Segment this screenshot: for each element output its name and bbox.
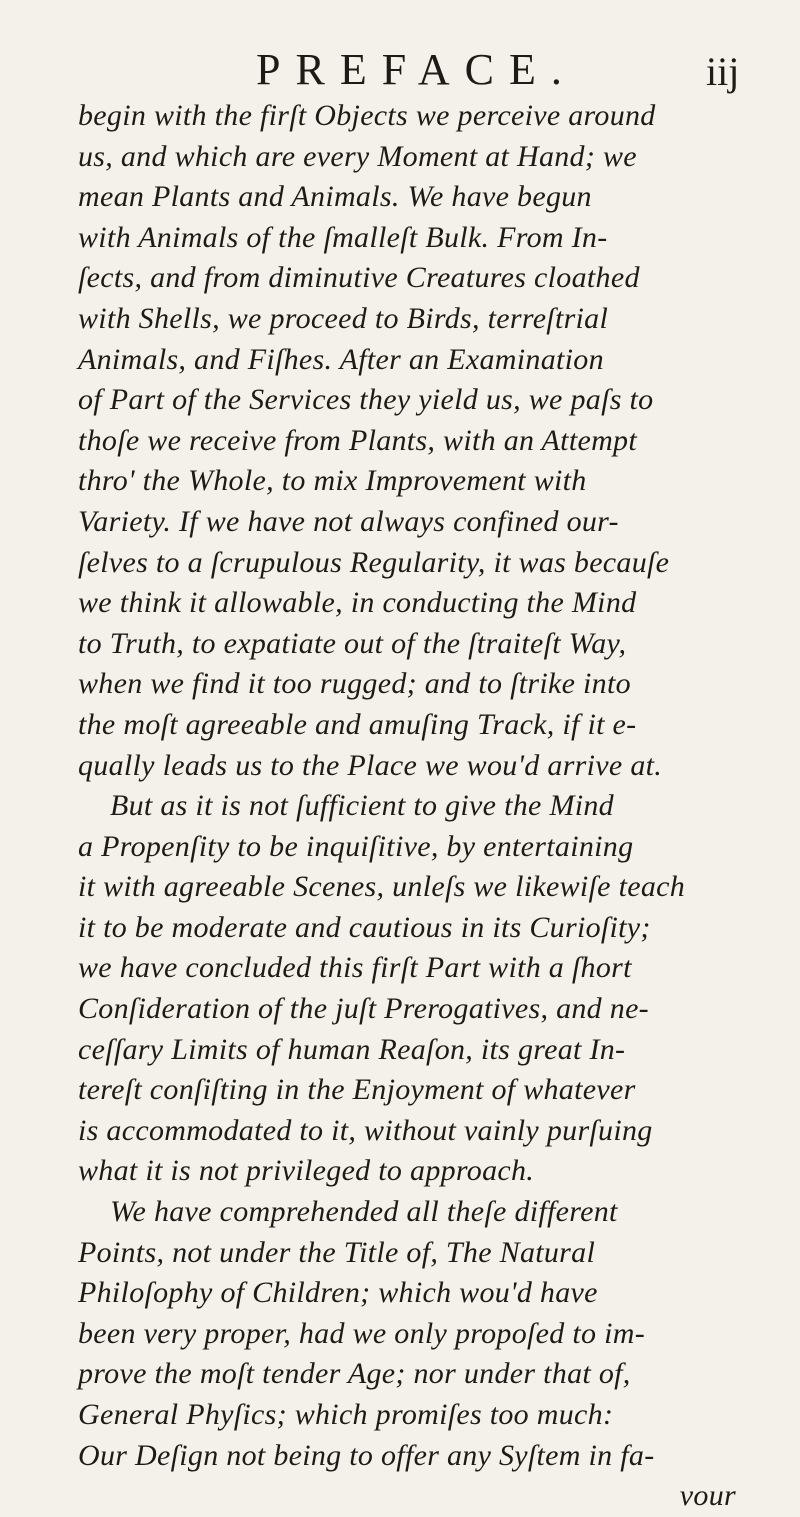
text-line: been very proper, had we only propoſed to im-	[78, 1316, 645, 1350]
page-title: PREFACE.	[256, 45, 577, 94]
catchword: vour	[679, 1479, 736, 1513]
text-line: General Phyſics; which promiſes too much:	[78, 1398, 614, 1431]
running-header	[0, 44, 800, 94]
text-line: begin with the firſt Objects we perceive around	[78, 99, 656, 132]
text-line: tereſt conſiſting in the Enjoyment of whatever	[78, 1073, 636, 1107]
text-line: mean Plants and Animals. We have begun	[78, 180, 592, 214]
text-line: Our Deſign not being to offer any Syſtem in fa-	[78, 1438, 655, 1472]
text-line: Variety. If we have not always confined our-	[78, 504, 619, 538]
text-line: Animals, and Fiſhes. After an Examination	[78, 342, 604, 376]
text-line: when we find it too rugged; and to ſtrike into	[78, 667, 631, 701]
text-line: with Shells, we proceed to Birds, terreſtrial	[78, 301, 609, 335]
text-line: is accommodated to it, without vainly purſuing	[78, 1113, 653, 1147]
text-line: us, and which are every Moment at Hand; we	[78, 139, 637, 173]
text-line: thoſe we receive from Plants, with an Attempt	[78, 423, 637, 457]
text-line: Philoſophy of Children; which wou'd have	[78, 1276, 598, 1310]
text-line: of Part of the Services they yield us, we paſs to	[78, 383, 654, 417]
text-line: we think it allowable, in conducting the Mind	[78, 586, 637, 620]
body-text	[78, 96, 778, 1517]
paragraph-start-line: But as it is not ſufficient to give the Mind	[110, 789, 614, 823]
text-line: it with agreeable Scenes, unleſs we likewiſe teach	[78, 870, 686, 904]
text-line: ſelves to a ſcrupulous Regularity, it was becauſe	[78, 545, 670, 579]
paragraph-start-line: We have comprehended all theſe different	[110, 1195, 618, 1229]
text-line: qually leads us to the Place we wou'd arrive at.	[78, 748, 663, 782]
text-line: ſects, and from diminutive Creatures cloathed	[78, 261, 640, 295]
text-line: the moſt agreeable and amuſing Track, if it e-	[78, 707, 637, 741]
page-number: iij	[706, 49, 740, 94]
text-line: prove the moſt tender Age; nor under that of,	[78, 1357, 631, 1391]
text-line: what it is not privileged to approach.	[78, 1154, 535, 1188]
text-line: ceſſary Limits of human Reaſon, its great In-	[78, 1032, 626, 1066]
text-line: a Propenſity to be inquiſitive, by entertaining	[78, 829, 634, 863]
text-line: to Truth, to expatiate out of the ſtraiteſt Way,	[78, 626, 627, 660]
text-line: thro' the Whole, to mix Improvement with	[78, 464, 587, 498]
text-line: with Animals of the ſmalleſt Bulk. From In-	[78, 220, 608, 254]
text-line: Conſideration of the juſt Prerogatives, and ne-	[78, 992, 649, 1026]
text-line: we have concluded this firſt Part with a ſhort	[78, 951, 632, 985]
text-line: it to be moderate and cautious in its Curioſity;	[78, 910, 651, 944]
text-line: Points, not under the Title of, The Natural	[78, 1235, 596, 1269]
